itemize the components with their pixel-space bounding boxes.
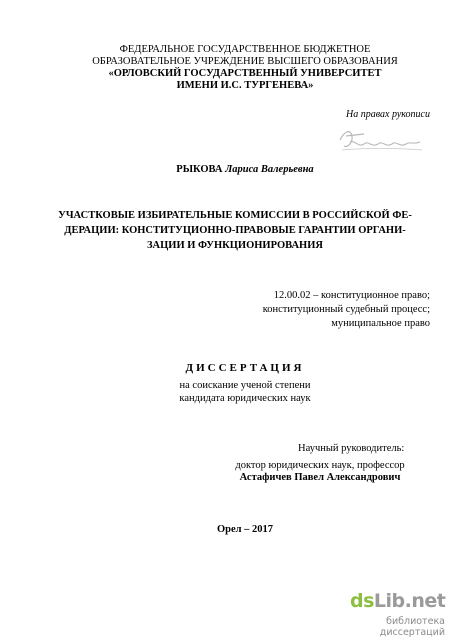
- specialty-line-1: 12.00.02 – конституционное право;: [273, 290, 430, 301]
- specialty-line-3: муниципальное право: [331, 318, 430, 329]
- logo-lib: Lib: [373, 590, 405, 612]
- manuscript-rights-note: На правах рукописи: [346, 109, 430, 120]
- institution-header: [60, 44, 430, 92]
- advisor-name: Астафичев Павел Александрович: [239, 472, 401, 483]
- institution-line-4: ИМЕНИ И.С. ТУРГЕНЕВА»: [176, 80, 314, 91]
- logo-ds: ds: [350, 590, 374, 612]
- dissertation-title: [40, 208, 430, 253]
- title-line-1: УЧАСТКОВЫЕ ИЗБИРАТЕЛЬНЫЕ КОМИССИИ В РОССИЙСКОЙ ФЕ-: [58, 210, 412, 221]
- institution-line-1: ФЕДЕРАЛЬНОЕ ГОСУДАРСТВЕННОЕ БЮДЖЕТНОЕ: [119, 44, 371, 55]
- specialty-line-2: конституционный судебный процесс;: [262, 304, 430, 315]
- author-name: [60, 164, 430, 175]
- institution-line-3: «ОРЛОВСКИЙ ГОСУДАРСТВЕННЫЙ УНИВЕРСИТЕТ: [108, 68, 382, 79]
- degree-line-2: кандидата юридических наук: [179, 393, 311, 404]
- watermark-subtitle: библиотека диссертаций: [379, 616, 445, 638]
- author-signature: [336, 118, 426, 158]
- degree-statement: [60, 379, 430, 405]
- advisor-degree: доктор юридических наук, профессор: [235, 460, 405, 471]
- author-surname: РЫКОВА: [176, 164, 223, 175]
- logo-net: .net: [404, 590, 446, 612]
- institution-line-2: ОБРАЗОВАТЕЛЬНОЕ УЧРЕЖДЕНИЕ ВЫСШЕГО ОБРАЗОВАНИЯ: [92, 56, 398, 67]
- dslib-watermark[interactable]: [320, 590, 446, 638]
- dslib-logo: [350, 590, 445, 612]
- degree-line-1: на соискание ученой степени: [179, 380, 311, 391]
- author-given-names: Лариса Валерьевна: [225, 164, 314, 175]
- city-year: Орел – 2017: [216, 524, 274, 535]
- advisor-title: Научный руководитель:: [298, 443, 405, 454]
- title-line-3: ЗАЦИИ И ФУНКЦИОНИРОВАНИЯ: [147, 240, 323, 251]
- specialty-code: [230, 289, 430, 331]
- document-type: ДИССЕРТАЦИЯ: [185, 362, 305, 374]
- title-line-2: ДЕРАЦИИ: КОНСТИТУЦИОННО-ПРАВОВЫЕ ГАРАНТИИ ОРГАНИ-: [64, 225, 406, 236]
